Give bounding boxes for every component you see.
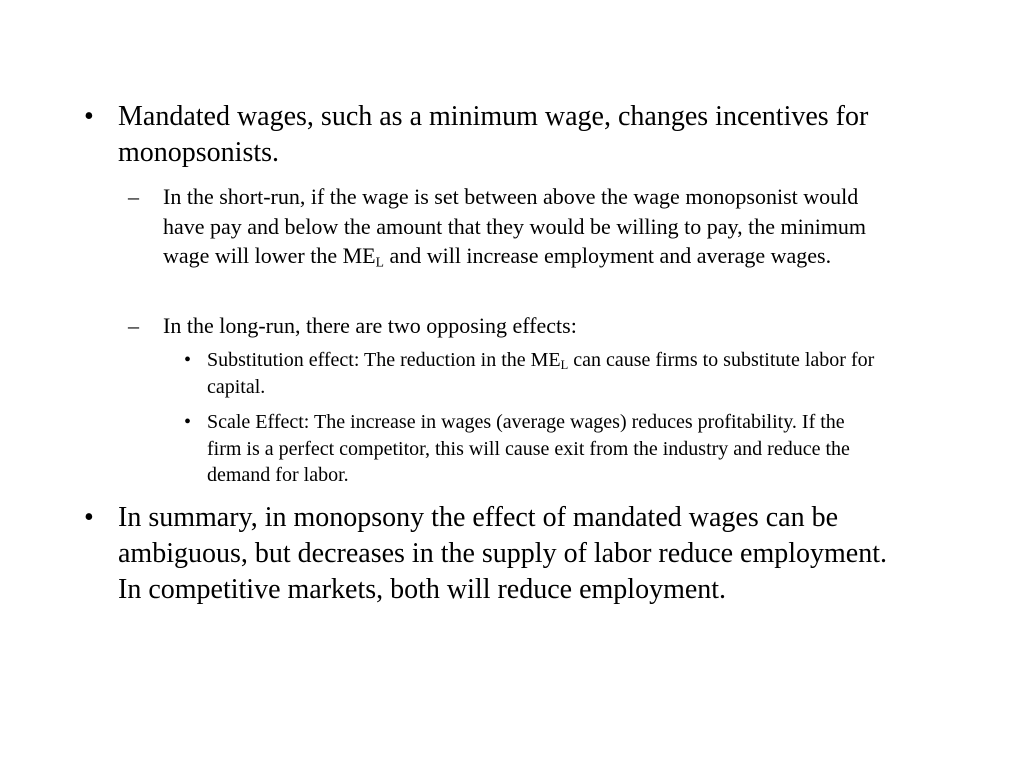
dash-marker: – <box>128 313 139 338</box>
subsubbullet-scale-effect <box>184 409 884 489</box>
subbullet-text: In the long-run, there are two opposing effects: <box>163 313 577 338</box>
bullet-marker: • <box>84 101 94 132</box>
text-part: and will increase employment and average wages. <box>383 243 832 268</box>
bullet-marker: • <box>184 349 192 371</box>
text-part: Substitution effect: The reduction in the ME <box>207 349 561 371</box>
dash-marker: – <box>128 184 139 209</box>
subbullet-long-run <box>128 311 898 341</box>
subsubbullet-substitution-effect <box>184 347 884 400</box>
bullet-text: In summary, in monopsony the effect of mandated wages can be ambiguous, but decreases in the supply of labor reduce employment. In competitive markets, both will reduce employment. <box>118 502 888 605</box>
subsubbullet-text: Scale Effect: The increase in wages (average wages) reduces profitability. If the firm is a perfect competitor, this will cause exit from the industry and reduce the demand for labor. <box>207 411 850 486</box>
bullet-in-summary <box>84 500 914 608</box>
subscript: L <box>375 254 384 270</box>
bullet-marker: • <box>84 502 94 533</box>
bullet-text: Mandated wages, such as a minimum wage, changes incentives for monopsonists. <box>118 101 869 168</box>
subbullet-short-run <box>128 182 898 271</box>
subbullet-text <box>163 182 898 271</box>
bullet-marker: • <box>184 411 192 433</box>
bullet-mandated-wages <box>84 99 914 171</box>
subsubbullet-text <box>207 347 884 400</box>
text-part: can cause firms to substitute labor for capital. <box>207 349 875 398</box>
subscript: L <box>560 358 569 373</box>
text-part: In the short-run, if the wage is set between above the wage monopsonist would have pay and below the amount that they would be willing to pay, the minimum wage will lower the ME <box>163 184 867 268</box>
